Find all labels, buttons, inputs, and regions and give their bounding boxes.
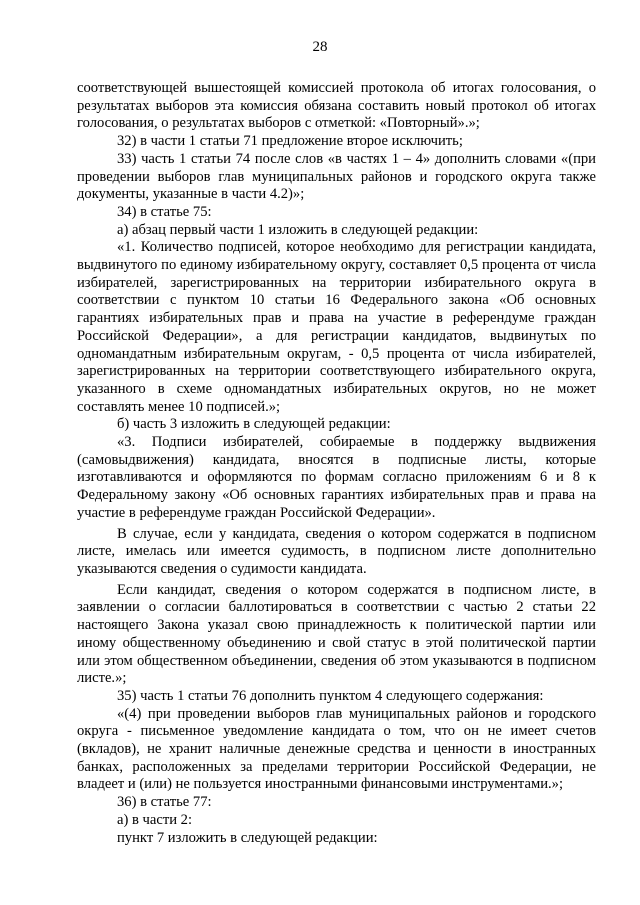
page-number: 28 bbox=[312, 39, 328, 55]
paragraph-continuation: соответствующей вышестоящей комиссией протокола об итогах голосования, о результатах выборов эта комиссия обязана составить новый протокол об итогах голосования, о результатах выборов с отметкой: «Повторный».»; bbox=[77, 80, 596, 132]
paragraph-quote-item-4: «(4) при проведении выборов глав муниципальных районов и городского округа - письменное уведомление кандидата о том, что он не имеет счетов (вкладов), не хранит наличные денежные средства и ценности в иностранных банках, расположенных за пределами территории Российской Федерации, не владеет и (или) не пользуется иностранными финансовыми инструментами.»; bbox=[77, 705, 596, 793]
paragraph-item-34a: а) абзац первый части 1 изложить в следующей редакции: bbox=[117, 221, 479, 238]
document-body bbox=[77, 80, 596, 847]
paragraph-conviction: В случае, если у кандидата, сведения о котором содержатся в подписном листе, имелась или имеется судимость, в подписном листе дополнительно указываются сведения о судимости кандидата. bbox=[77, 525, 596, 577]
paragraph-item-36a: а) в части 2: bbox=[117, 811, 193, 828]
paragraph-item-36a-point-7: пункт 7 изложить в следующей редакции: bbox=[117, 829, 378, 846]
paragraph-quote-part-1: «1. Количество подписей, которое необходимо для регистрации кандидата, выдвинутого по единому избирательному округу, составляет 0,5 процента от числа избирателей, зарегистрированных на территории избирательного округа в соответствии с пунктом 10 статьи 16 Федерального закона «Об основных гарантиях избирательных прав и права на участие в референдуме граждан Российской Федерации», а для регистрации кандидатов, выдвинутых по одномандатным избирательным округам, - 0,5 процента от числа избирателей, зарегистрированных на территории соответствующего избирательного округа, указанного в схеме одномандатных избирательных округов, но не может составлять менее 10 подписей.»; bbox=[77, 239, 596, 415]
paragraph-item-32: 32) в части 1 статьи 71 предложение второе исключить; bbox=[117, 133, 463, 150]
paragraph-item-35: 35) часть 1 статьи 76 дополнить пунктом 4 следующего содержания: bbox=[117, 687, 544, 704]
paragraph-quote-part-3: «3. Подписи избирателей, собираемые в поддержку выдвижения (самовыдвижения) кандидата, вносятся в подписные листы, которые изготавливаются и оформляются по формам согласно приложениям 6 и 8 к Федеральному закону «Об основных гарантиях избирательных прав и права на участие в референдуме граждан Российской Федерации». bbox=[77, 434, 596, 521]
paragraph-party-affiliation: Если кандидат, сведения о котором содержатся в подписном листе, в заявлении о согласии баллотироваться в соответствии с частью 2 статьи 22 настоящего Закона указал свою принадлежность к политической партии или иному общественному объединению и свой статус в этой политической партии или этом общественном объединении, сведения об этом указываются в подписном листе.»; bbox=[77, 581, 596, 687]
paragraph-item-34b: б) часть 3 изложить в следующей редакции: bbox=[117, 416, 391, 433]
paragraph-item-36: 36) в статье 77: bbox=[117, 794, 212, 811]
paragraph-item-33: 33) часть 1 статьи 74 после слов «в частях 1 – 4» дополнить словами «(при проведении выборов глав муниципальных районов и городского округа также документы, указанные в части 4.2)»; bbox=[77, 150, 596, 203]
paragraph-item-34: 34) в статье 75: bbox=[117, 203, 212, 220]
